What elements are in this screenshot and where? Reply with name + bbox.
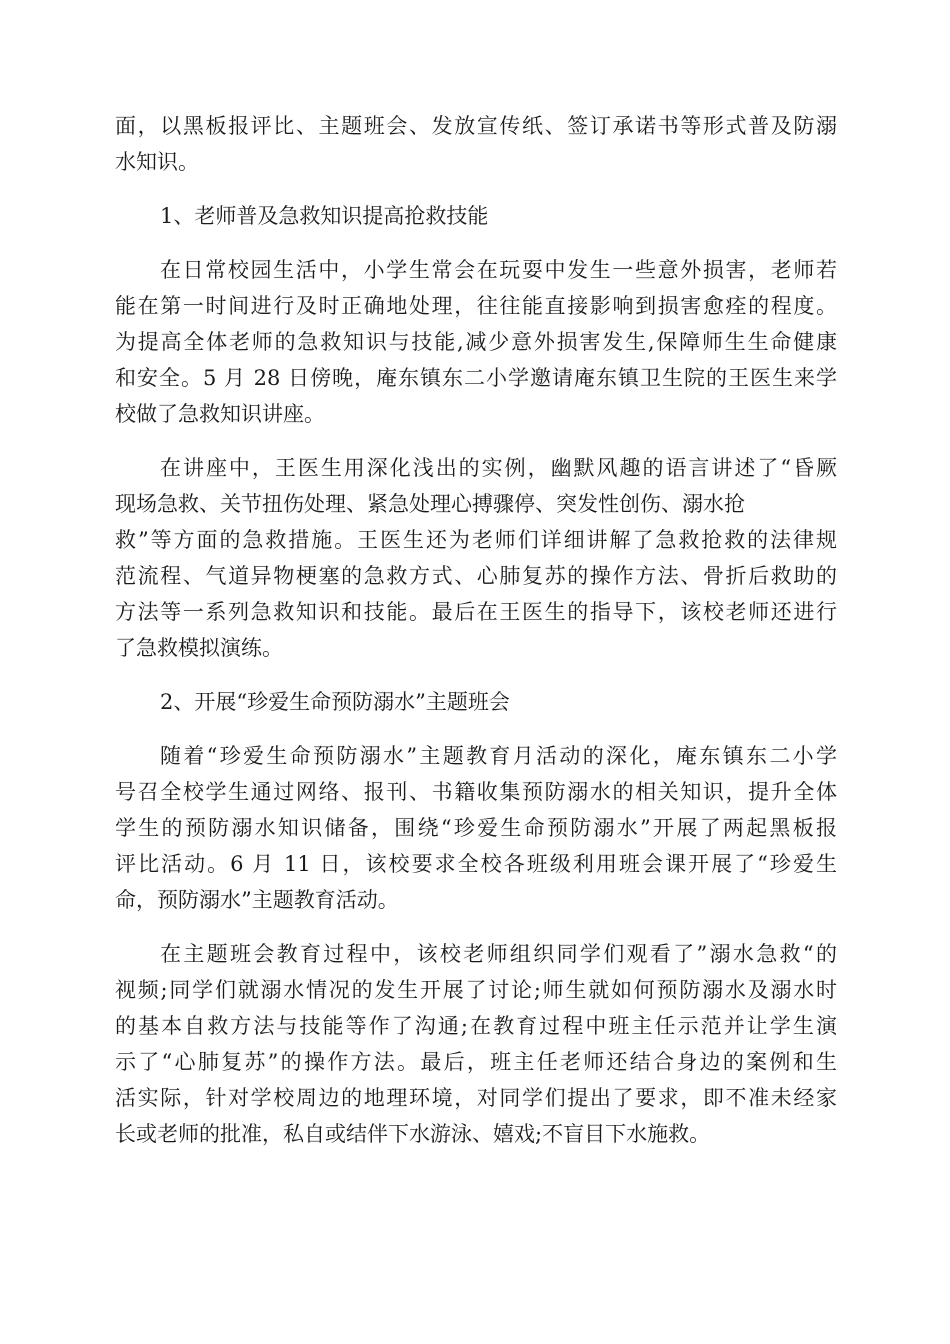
paragraph-line: 在主题班会教育过程中，该校老师组织同学们观看了”溺水急救“的 [160,942,837,966]
paragraph-line: 救”等方面的急救措施。王医生还为老师们详细讲解了急救抢救的法律规 [115,528,837,552]
paragraph-line: 为提高全体老师的急救知识与技能,减少意外损害发生,保障师生生命健康 [115,330,837,354]
theme-month-paragraph [115,738,837,918]
paragraph-line: 了急救模拟演练。 [115,636,283,660]
paragraph-line: 命，预防溺水”主题教育活动。 [115,888,399,912]
class-meeting-paragraph [115,936,837,1152]
paragraph-line: 评比活动。6 月 11 日，该校要求全校各班级利用班会课开展了“珍爱生 [115,852,837,876]
section-heading-1: 1、老师普及急救知识提高抢救技能 [160,204,489,228]
paragraph-line: 号召全校学生通过网络、报刊、书籍收集预防溺水的相关知识，提升全体 [115,780,837,804]
intro-paragraph [115,108,837,180]
paragraph-line: 示了“心肺复苏”的操作方法。最后，班主任老师还结合身边的案例和生 [115,1050,837,1074]
paragraph-line: 范流程、气道异物梗塞的急救方式、心肺复苏的操作方法、骨折后救助的 [115,564,837,588]
lecture-paragraph [115,450,837,666]
paragraph-line: 在日常校园生活中，小学生常会在玩耍中发生一些意外损害，老师若 [160,258,837,282]
paragraph-line: 现场急救、关节扭伤处理、紧急处理心搏骤停、突发性创伤、溺水抢 [115,492,745,516]
paragraph-line: 水知识。 [115,150,199,174]
paragraph-line: 长或老师的批准，私自或结伴下水游泳、嬉戏;不盲目下水施救。 [115,1122,711,1146]
paragraph-line: 和安全。5 月 28 日傍晚，庵东镇东二小学邀请庵东镇卫生院的王医生来学 [115,366,837,390]
paragraph-line: 随着“珍爱生命预防溺水”主题教育月活动的深化，庵东镇东二小学 [160,744,837,768]
paragraph-line: 方法等一系列急救知识和技能。最后在王医生的指导下，该校老师还进行 [115,600,837,624]
paragraph-line: 学生的预防溺水知识储备，围绕“珍爱生命预防溺水”开展了两起黑板报 [115,816,837,840]
paragraph-line: 在讲座中，王医生用深化浅出的实例，幽默风趣的语言讲述了“昏厥 [160,456,837,480]
paragraph-line: 活实际，针对学校周边的地理环境，对同学们提出了要求，即不准未经家 [115,1086,837,1110]
first-aid-paragraph [115,252,837,432]
paragraph-line: 视频;同学们就溺水情况的发生开展了讨论;师生就如何预防溺水及溺水时 [115,978,837,1002]
section-heading-2: 2、开展“珍爱生命预防溺水”主题班会 [160,690,510,714]
paragraph-line: 面，以黑板报评比、主题班会、发放宣传纸、签订承诺书等形式普及防溺 [115,114,837,138]
paragraph-line: 能在第一时间进行及时正确地处理，往往能直接影响到损害愈痊的程度。 [115,294,837,318]
paragraph-line: 校做了急救知识讲座。 [115,402,325,426]
paragraph-line: 的基本自救方法与技能等作了沟通;在教育过程中班主任示范并让学生演 [115,1014,837,1038]
document-body [115,108,837,1152]
